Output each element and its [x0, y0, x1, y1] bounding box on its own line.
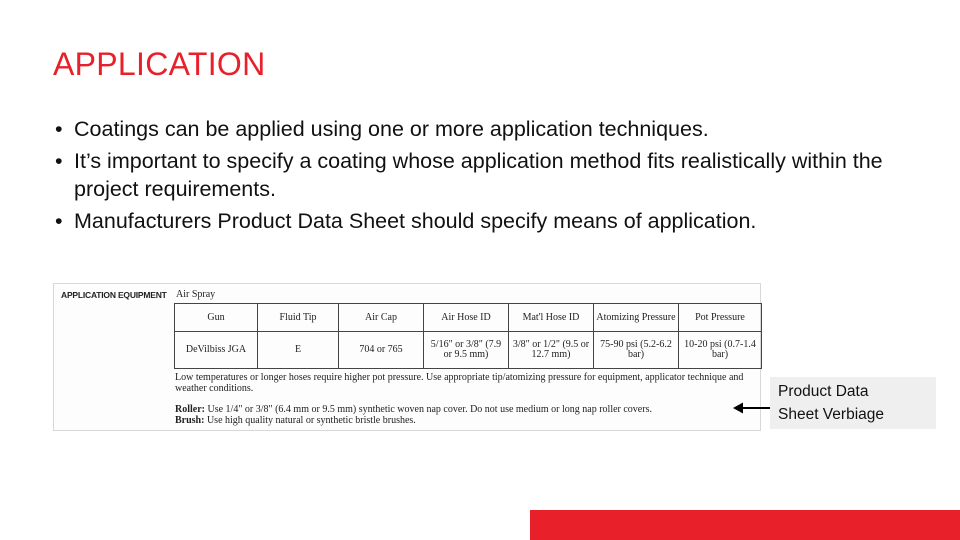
table-cell: 704 or 765 [339, 332, 424, 369]
callout-box [770, 377, 936, 429]
bullet-dot: • [55, 209, 63, 233]
table-cell: 3/8" or 1/2" (9.5 or 12.7 mm) [509, 332, 594, 369]
column-header: Atomizing Pressure [594, 304, 679, 332]
column-header: Fluid Tip [258, 304, 339, 332]
bullet-item [55, 115, 935, 143]
sheet-brush-line [175, 415, 765, 426]
callout-line-1: Product Data [778, 383, 869, 400]
table-cell: DeVilbiss JGA [175, 332, 258, 369]
bullet-dot: • [55, 149, 63, 173]
bullet-item [55, 147, 935, 203]
column-header: Air Hose ID [424, 304, 509, 332]
bullet-text: It’s important to specify a coating whose application method fits realistically within the project requirements. [74, 149, 883, 201]
roller-label: Roller: [175, 404, 205, 415]
table-row [175, 332, 762, 369]
bullet-dot: • [55, 117, 63, 141]
column-header: Mat'l Hose ID [509, 304, 594, 332]
brush-label: Brush: [175, 415, 205, 426]
column-header: Pot Pressure [679, 304, 762, 332]
slide-title: APPLICATION [53, 46, 266, 82]
equipment-table [174, 303, 762, 369]
sheet-method: Air Spray [176, 289, 216, 300]
table-cell: 5/16" or 3/8" (7.9 or 9.5 mm) [424, 332, 509, 369]
brush-text: Use high quality natural or synthetic bristle brushes. [206, 415, 416, 426]
sheet-note: Low temperatures or longer hoses require higher pot pressure. Use appropriate tip/atomizing pressure for equipment, applicator technique and weather conditions. [175, 372, 744, 394]
bullet-list [55, 115, 935, 239]
sheet-heading: APPLICATION EQUIPMENT [61, 290, 167, 300]
table-cell: 10-20 psi (0.7-1.4 bar) [679, 332, 762, 369]
table-cell: E [258, 332, 339, 369]
bullet-item [55, 207, 935, 235]
column-header: Air Cap [339, 304, 424, 332]
table-cell: 75-90 psi (5.2-6.2 bar) [594, 332, 679, 369]
sheet-roller-line [175, 404, 765, 415]
accent-bar [530, 510, 960, 540]
table-header-row [175, 304, 762, 332]
product-data-sheet-excerpt [53, 283, 761, 431]
bullet-text: Coatings can be applied using one or more application techniques. [74, 117, 709, 141]
column-header: Gun [175, 304, 258, 332]
left-arrow-icon [733, 402, 771, 414]
roller-text: Use 1/4" or 3/8" (6.4 mm or 9.5 mm) synthetic woven nap cover. Do not use medium or long nap roller covers. [207, 404, 652, 415]
callout-line-2: Sheet Verbiage [778, 406, 885, 423]
bullet-text: Manufacturers Product Data Sheet should specify means of application. [74, 209, 757, 233]
